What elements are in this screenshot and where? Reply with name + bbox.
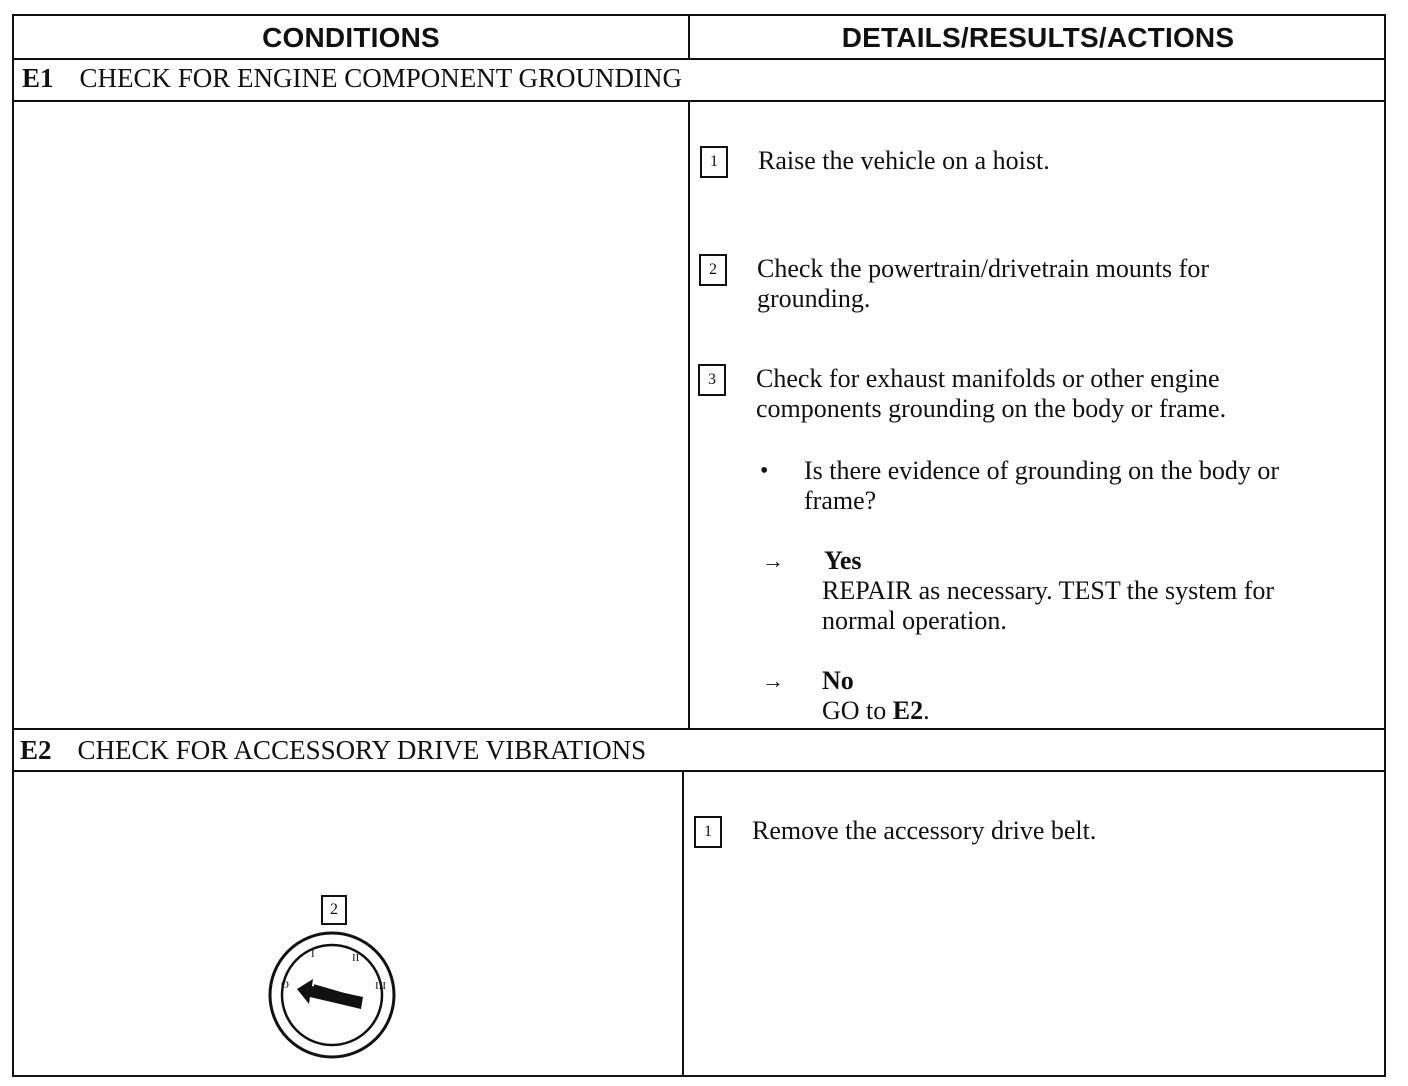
e2-title-divider — [14, 770, 1384, 772]
step-text-line-2: components grounding on the body or frame. — [756, 394, 1227, 423]
step-text: Raise the vehicle on a hoist. — [758, 146, 1050, 175]
step-text: Remove the accessory drive belt. — [752, 816, 1097, 845]
question-line-2: frame? — [804, 486, 877, 515]
figure-step-number: 2 — [321, 895, 347, 925]
answer-line-2: normal operation. — [822, 606, 1007, 635]
action-prefix: GO to — [822, 696, 893, 725]
step-number-box: 2 — [699, 254, 727, 286]
bullet-icon: • — [760, 458, 769, 484]
answer-line-1: REPAIR as necessary. TEST the system for — [822, 576, 1275, 605]
step-text-line-1: Check the powertrain/drivetrain mounts for — [757, 254, 1209, 283]
step-text-line-2: grounding. — [757, 284, 871, 313]
step-number-box: 3 — [698, 364, 726, 396]
header-column-divider — [688, 16, 690, 58]
arrow-right-icon: → — [762, 548, 784, 573]
action-suffix: . — [923, 696, 930, 725]
action-target: E2 — [892, 696, 924, 725]
e2-column-divider — [682, 770, 684, 1077]
dial-mark-2: II — [352, 952, 360, 964]
dial-mark-0: O — [281, 979, 289, 991]
blower-switch-icon — [255, 885, 415, 1070]
answer-action — [822, 696, 930, 726]
dial-mark-1: I — [311, 948, 315, 960]
section-code: E2 — [20, 735, 52, 765]
diagnostic-table — [12, 14, 1386, 1077]
conditions-header: CONDITIONS — [262, 22, 440, 53]
step-text-line-1: Check for exhaust manifolds or other engine — [756, 364, 1220, 393]
answer-label: Yes — [824, 546, 862, 575]
details-header: DETAILS/RESULTS/ACTIONS — [841, 22, 1235, 53]
section-e2-title — [20, 732, 646, 768]
answer-label: No — [822, 666, 854, 695]
section-heading: CHECK FOR ACCESSORY DRIVE VIBRATIONS — [77, 735, 647, 765]
dial-mark-3: III — [375, 980, 386, 992]
e1-column-divider — [688, 100, 690, 728]
question-line-1: Is there evidence of grounding on the body or — [804, 456, 1280, 485]
section-code: E1 — [22, 63, 54, 93]
e1-bottom-divider — [14, 728, 1384, 730]
step-number-box: 1 — [694, 816, 722, 848]
arrow-right-icon: → — [762, 668, 784, 693]
e1-title-divider — [14, 100, 1384, 102]
step-number-box: 1 — [700, 146, 728, 178]
section-heading: CHECK FOR ENGINE COMPONENT GROUNDING — [79, 63, 683, 93]
blower-switch-figure — [255, 885, 415, 1070]
section-e1-title — [22, 60, 682, 96]
